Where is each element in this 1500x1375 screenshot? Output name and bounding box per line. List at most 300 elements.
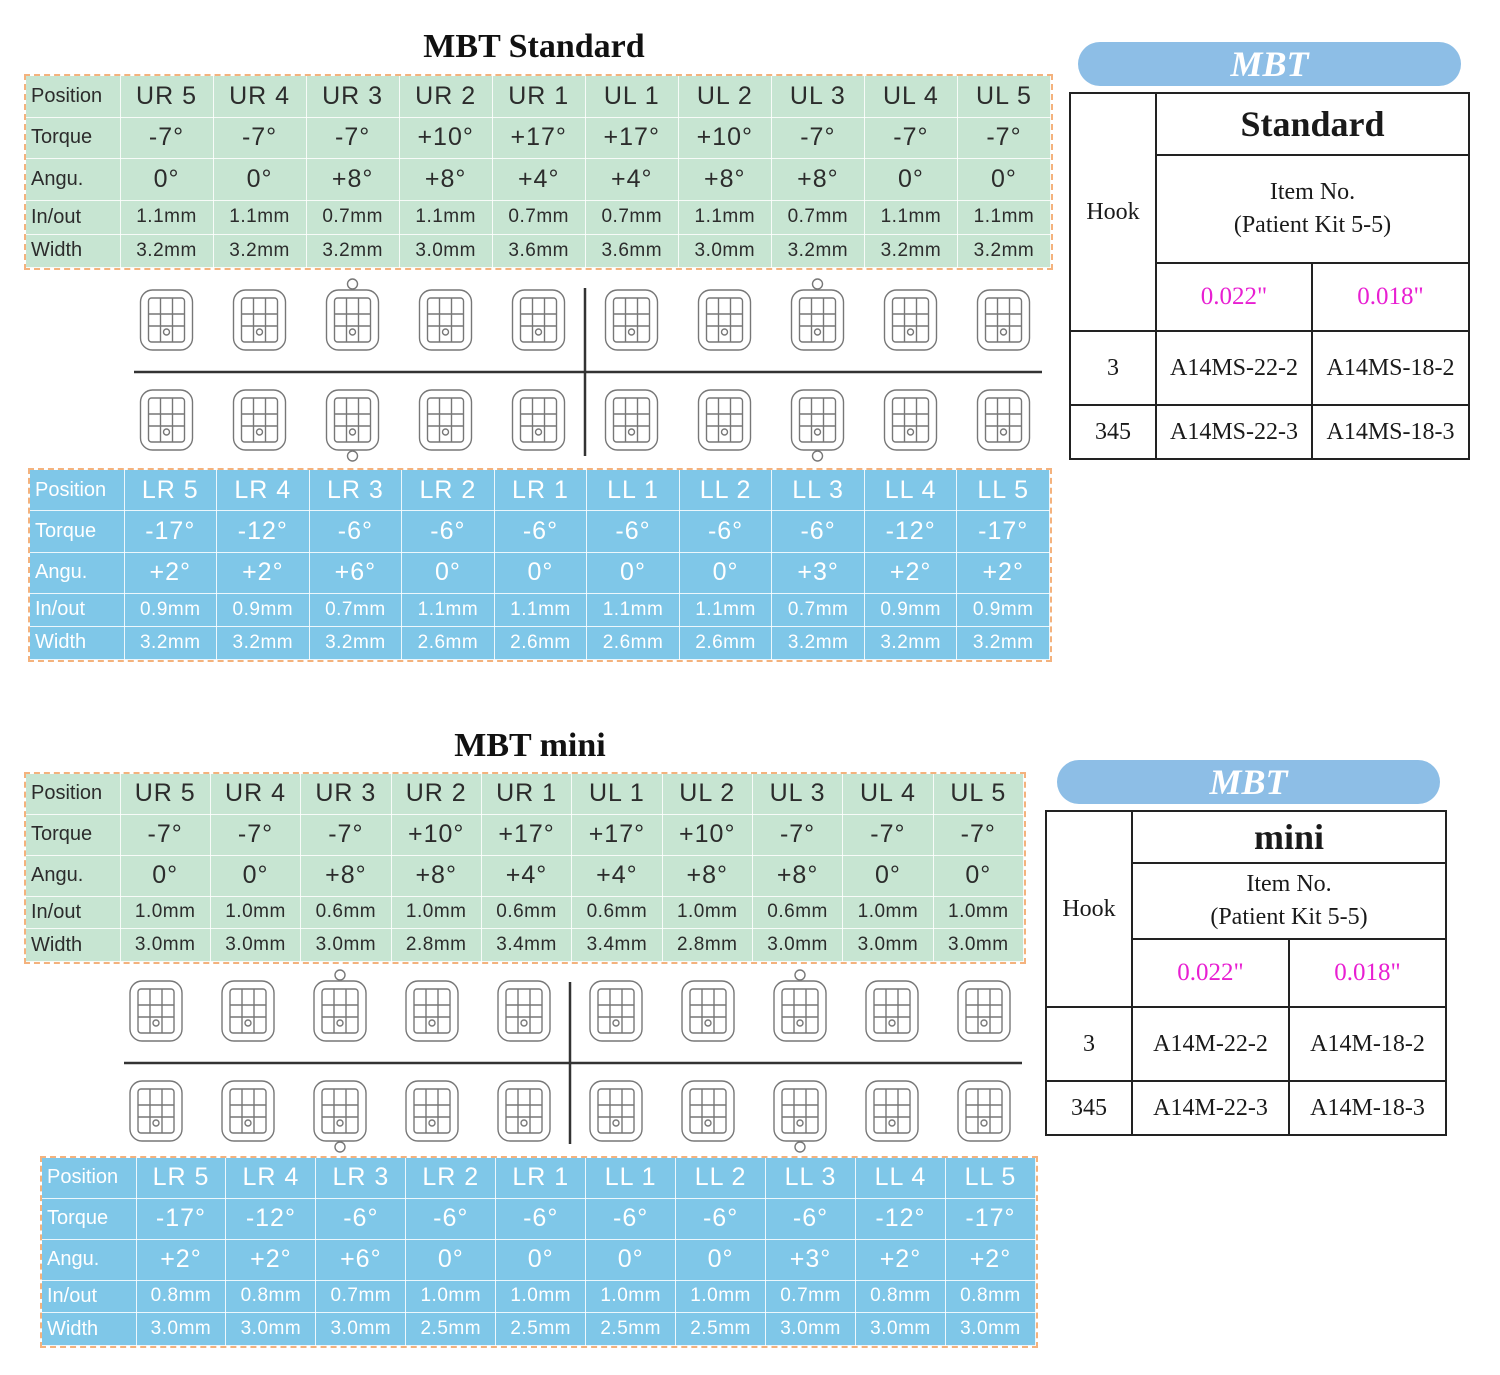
position-cell: UR 1: [492, 76, 585, 117]
size-022-header: 0.022": [1132, 939, 1289, 1007]
width-cell: 3.6mm: [585, 234, 678, 267]
row-label: Position: [30, 470, 124, 511]
bracket-icon: [222, 1081, 274, 1141]
width-cell: 3.2mm: [120, 234, 213, 267]
angulation-cell: 0°: [843, 855, 933, 896]
angulation-cell: +2°: [945, 1239, 1035, 1280]
width-cell: 3.0mm: [843, 929, 933, 962]
angulation-cell: +2°: [226, 1239, 316, 1280]
torque-cell: -7°: [752, 814, 842, 855]
bracket-with-hook-icon: [774, 1081, 826, 1152]
width-cell: 3.2mm: [217, 626, 310, 659]
position-row: [26, 76, 1051, 117]
inout-cell: 1.0mm: [391, 896, 481, 929]
position-cell: LR 2: [402, 470, 495, 511]
position-cell: UL 2: [678, 76, 771, 117]
bracket-icon: [406, 981, 458, 1041]
width-cell: 2.5mm: [406, 1313, 496, 1346]
bracket-icon: [978, 390, 1030, 450]
angulation-cell: 0°: [864, 159, 957, 201]
position-cell: LL 2: [676, 1158, 766, 1198]
angulation-cell: 0°: [120, 855, 210, 896]
inout-cell: 0.7mm: [316, 1280, 406, 1313]
angulation-cell: 0°: [406, 1239, 496, 1280]
width-cell: 3.2mm: [864, 234, 957, 267]
inout-cell: 0.8mm: [856, 1280, 946, 1313]
position-cell: LL 3: [766, 1158, 856, 1198]
bracket-icon: [420, 390, 472, 450]
bracket-icon: [958, 1081, 1010, 1141]
position-cell: UR 3: [301, 774, 391, 814]
position-cell: UR 4: [210, 774, 300, 814]
angulation-cell: +4°: [481, 855, 571, 896]
row-label: Position: [26, 774, 120, 814]
bracket-icon: [130, 981, 182, 1041]
angulation-cell: +6°: [309, 552, 402, 593]
inout-cell: 1.0mm: [496, 1280, 586, 1313]
bracket-with-hook-icon: [792, 390, 844, 461]
item-no-header: [1156, 155, 1469, 263]
position-cell: LL 4: [864, 470, 957, 511]
row-label: Width: [30, 626, 124, 659]
torque-cell: -6°: [406, 1198, 496, 1239]
torque-cell: -6°: [679, 511, 772, 552]
angulation-cell: +4°: [572, 855, 662, 896]
angulation-cell: 0°: [587, 552, 680, 593]
torque-cell: -6°: [402, 511, 495, 552]
position-cell: LR 5: [124, 470, 217, 511]
angulation-cell: +8°: [771, 159, 864, 201]
width-cell: 3.0mm: [210, 929, 300, 962]
row-label: Width: [42, 1313, 136, 1346]
torque-cell: -6°: [496, 1198, 586, 1239]
inout-cell: 1.0mm: [843, 896, 933, 929]
inout-cell: 1.0mm: [406, 1280, 496, 1313]
inout-cell: 0.7mm: [772, 593, 865, 626]
inout-cell: 1.1mm: [678, 201, 771, 234]
inout-cell: 1.1mm: [864, 201, 957, 234]
mini-upper-spec-table: [26, 774, 1024, 962]
bracket-icon: [682, 1081, 734, 1141]
angulation-cell: +4°: [492, 159, 585, 201]
row-label: Torque: [26, 814, 120, 855]
torque-cell: -6°: [586, 1198, 676, 1239]
torque-cell: +10°: [662, 814, 752, 855]
bracket-icon: [978, 290, 1030, 350]
inout-cell: 0.7mm: [309, 593, 402, 626]
row-label: In/out: [42, 1280, 136, 1313]
hook-header: Hook: [1046, 811, 1132, 1007]
bracket-icon: [234, 290, 286, 350]
torque-cell: -17°: [124, 511, 217, 552]
width-row: [26, 929, 1024, 962]
position-cell: UL 1: [572, 774, 662, 814]
torque-cell: -7°: [210, 814, 300, 855]
width-cell: 3.0mm: [316, 1313, 406, 1346]
width-cell: 3.0mm: [752, 929, 842, 962]
torque-cell: -6°: [766, 1198, 856, 1239]
angulation-cell: 0°: [933, 855, 1023, 896]
bracket-with-hook-icon: [327, 279, 379, 350]
bracket-icon: [513, 290, 565, 350]
width-cell: 3.6mm: [492, 234, 585, 267]
inout-cell: 0.8mm: [136, 1280, 226, 1313]
width-cell: 3.0mm: [766, 1313, 856, 1346]
inout-cell: 0.6mm: [752, 896, 842, 929]
bracket-with-hook-icon: [327, 390, 379, 461]
inout-cell: 1.1mm: [399, 201, 492, 234]
mini-lower-spec-table: [42, 1158, 1036, 1346]
angulation-row: [26, 855, 1024, 896]
width-cell: 3.2mm: [124, 626, 217, 659]
inout-cell: 1.0mm: [662, 896, 752, 929]
angulation-cell: +8°: [391, 855, 481, 896]
torque-cell: -7°: [306, 117, 399, 159]
hook-value: 345: [1046, 1081, 1132, 1135]
angulation-cell: +8°: [752, 855, 842, 896]
angulation-cell: +2°: [957, 552, 1050, 593]
row-label: In/out: [26, 896, 120, 929]
width-cell: 3.2mm: [772, 626, 865, 659]
mini-item-table: [1045, 810, 1447, 1136]
position-cell: UL 3: [771, 76, 864, 117]
position-cell: UL 4: [843, 774, 933, 814]
inout-cell: 0.7mm: [492, 201, 585, 234]
position-cell: UL 3: [752, 774, 842, 814]
item-row: [1046, 1081, 1446, 1135]
position-cell: UR 2: [399, 76, 492, 117]
width-cell: 2.6mm: [494, 626, 587, 659]
size-018-header: 0.018": [1289, 939, 1446, 1007]
row-label: Torque: [30, 511, 124, 552]
position-row: [42, 1158, 1036, 1198]
inout-row: [42, 1280, 1036, 1313]
bracket-icon: [498, 981, 550, 1041]
width-cell: 3.2mm: [864, 626, 957, 659]
torque-cell: +17°: [572, 814, 662, 855]
angulation-cell: 0°: [679, 552, 772, 593]
position-cell: UR 5: [120, 774, 210, 814]
position-row: [30, 470, 1050, 511]
item-022: A14MS-22-3: [1156, 405, 1312, 459]
angulation-cell: +2°: [864, 552, 957, 593]
inout-cell: 1.0mm: [586, 1280, 676, 1313]
position-cell: UL 4: [864, 76, 957, 117]
position-cell: LR 3: [309, 470, 402, 511]
row-label: Position: [26, 76, 120, 117]
position-cell: LL 5: [957, 470, 1050, 511]
bracket-with-hook-icon: [314, 1081, 366, 1152]
torque-cell: -7°: [120, 814, 210, 855]
position-cell: UL 1: [585, 76, 678, 117]
torque-row: [26, 117, 1051, 159]
angulation-cell: +8°: [306, 159, 399, 201]
position-cell: LL 2: [679, 470, 772, 511]
width-cell: 3.0mm: [933, 929, 1023, 962]
item-022: A14M-22-3: [1132, 1081, 1289, 1135]
inout-cell: 1.1mm: [679, 593, 772, 626]
torque-row: [30, 511, 1050, 552]
bracket-icon: [513, 390, 565, 450]
angulation-cell: +8°: [678, 159, 771, 201]
width-cell: 3.0mm: [226, 1313, 316, 1346]
width-cell: 3.4mm: [572, 929, 662, 962]
item-022: A14MS-22-2: [1156, 331, 1312, 405]
inout-cell: 1.0mm: [120, 896, 210, 929]
width-cell: 2.6mm: [402, 626, 495, 659]
inout-cell: 0.9mm: [957, 593, 1050, 626]
torque-cell: +10°: [391, 814, 481, 855]
position-cell: LR 1: [494, 470, 587, 511]
position-cell: LR 2: [406, 1158, 496, 1198]
torque-cell: -7°: [864, 117, 957, 159]
bracket-icon: [590, 981, 642, 1041]
item-no-header: [1132, 863, 1446, 939]
torque-cell: -12°: [226, 1198, 316, 1239]
bracket-icon: [606, 390, 658, 450]
angulation-cell: +2°: [217, 552, 310, 593]
item-022: A14M-22-2: [1132, 1007, 1289, 1081]
torque-cell: -7°: [120, 117, 213, 159]
torque-cell: -12°: [856, 1198, 946, 1239]
position-cell: LL 1: [586, 1158, 676, 1198]
standard-bracket-diagram: [120, 270, 1050, 470]
torque-cell: +17°: [585, 117, 678, 159]
row-label: Angu.: [42, 1239, 136, 1280]
width-cell: 2.5mm: [586, 1313, 676, 1346]
bracket-icon: [130, 1081, 182, 1141]
mini-bracket-diagram: [110, 964, 1030, 1158]
width-cell: 3.2mm: [957, 234, 1050, 267]
torque-cell: -7°: [771, 117, 864, 159]
mini-brand-pill: MBT: [1057, 760, 1440, 804]
torque-cell: +10°: [399, 117, 492, 159]
position-cell: UR 1: [481, 774, 571, 814]
width-cell: 3.0mm: [856, 1313, 946, 1346]
angulation-cell: +2°: [856, 1239, 946, 1280]
item-no-label: Item No.: [1246, 871, 1332, 897]
hook-value: 3: [1046, 1007, 1132, 1081]
angulation-cell: +6°: [316, 1239, 406, 1280]
position-cell: UL 2: [662, 774, 752, 814]
torque-cell: -7°: [843, 814, 933, 855]
width-cell: 3.0mm: [678, 234, 771, 267]
torque-row: [26, 814, 1024, 855]
inout-cell: 1.1mm: [213, 201, 306, 234]
torque-cell: -7°: [933, 814, 1023, 855]
mini-title: MBT mini: [454, 727, 606, 764]
size-022-header: 0.022": [1156, 263, 1312, 331]
width-cell: 3.0mm: [136, 1313, 226, 1346]
width-cell: 2.5mm: [676, 1313, 766, 1346]
bracket-icon: [590, 1081, 642, 1141]
inout-cell: 1.1mm: [402, 593, 495, 626]
inout-cell: 0.7mm: [771, 201, 864, 234]
bracket-icon: [406, 1081, 458, 1141]
angulation-cell: 0°: [676, 1239, 766, 1280]
width-cell: 3.2mm: [213, 234, 306, 267]
position-cell: LR 1: [496, 1158, 586, 1198]
inout-cell: 0.7mm: [766, 1280, 856, 1313]
width-cell: 3.2mm: [306, 234, 399, 267]
bracket-icon: [699, 290, 751, 350]
width-row: [30, 626, 1050, 659]
angulation-row: [30, 552, 1050, 593]
bracket-icon: [866, 1081, 918, 1141]
position-row: [26, 774, 1024, 814]
torque-cell: -6°: [316, 1198, 406, 1239]
width-cell: 3.2mm: [771, 234, 864, 267]
item-no-label: Item No.: [1269, 179, 1356, 205]
inout-cell: 0.6mm: [301, 896, 391, 929]
patient-kit-label: (Patient Kit 5-5): [1210, 904, 1368, 930]
bracket-icon: [498, 1081, 550, 1141]
bracket-with-hook-icon: [792, 279, 844, 350]
item-row: [1046, 1007, 1446, 1081]
position-cell: LR 4: [226, 1158, 316, 1198]
width-row: [42, 1313, 1036, 1346]
inout-cell: 1.0mm: [933, 896, 1023, 929]
position-cell: UR 5: [120, 76, 213, 117]
position-cell: UR 3: [306, 76, 399, 117]
angulation-cell: +8°: [399, 159, 492, 201]
row-label: Torque: [42, 1198, 136, 1239]
inout-cell: 1.1mm: [587, 593, 680, 626]
position-cell: UR 4: [213, 76, 306, 117]
bracket-icon: [682, 981, 734, 1041]
hook-value: 345: [1070, 405, 1156, 459]
bracket-icon: [606, 290, 658, 350]
torque-cell: -6°: [772, 511, 865, 552]
position-cell: LL 5: [945, 1158, 1035, 1198]
position-cell: LR 5: [136, 1158, 226, 1198]
position-cell: LL 3: [772, 470, 865, 511]
row-label: In/out: [26, 201, 120, 234]
standard-lower-spec-table: [30, 470, 1050, 660]
hook-value: 3: [1070, 331, 1156, 405]
torque-cell: +17°: [481, 814, 571, 855]
torque-cell: -17°: [136, 1198, 226, 1239]
torque-cell: -17°: [957, 511, 1050, 552]
inout-row: [30, 593, 1050, 626]
width-cell: 3.4mm: [481, 929, 571, 962]
standard-brand-pill: MBT: [1078, 42, 1461, 86]
angulation-cell: 0°: [210, 855, 300, 896]
bracket-with-hook-icon: [314, 970, 366, 1041]
torque-cell: -12°: [864, 511, 957, 552]
torque-cell: -7°: [213, 117, 306, 159]
angulation-cell: +8°: [662, 855, 752, 896]
width-cell: 3.0mm: [945, 1313, 1035, 1346]
row-label: Angu.: [26, 159, 120, 201]
bracket-icon: [234, 390, 286, 450]
width-cell: 3.2mm: [309, 626, 402, 659]
torque-cell: -7°: [957, 117, 1050, 159]
torque-cell: -6°: [494, 511, 587, 552]
inout-cell: 0.9mm: [864, 593, 957, 626]
width-cell: 2.5mm: [496, 1313, 586, 1346]
position-cell: UL 5: [957, 76, 1050, 117]
patient-kit-label: (Patient Kit 5-5): [1233, 212, 1392, 238]
bracket-icon: [141, 290, 193, 350]
angulation-cell: 0°: [402, 552, 495, 593]
row-label: Width: [26, 929, 120, 962]
torque-cell: +17°: [492, 117, 585, 159]
position-cell: LR 3: [316, 1158, 406, 1198]
hook-header: Hook: [1070, 93, 1156, 331]
inout-row: [26, 201, 1051, 234]
width-cell: 2.6mm: [587, 626, 680, 659]
inout-cell: 1.1mm: [957, 201, 1050, 234]
bracket-icon: [885, 390, 937, 450]
angulation-cell: +3°: [766, 1239, 856, 1280]
inout-cell: 0.9mm: [217, 593, 310, 626]
row-label: Angu.: [26, 855, 120, 896]
inout-cell: 1.1mm: [494, 593, 587, 626]
width-cell: 3.0mm: [301, 929, 391, 962]
bracket-icon: [885, 290, 937, 350]
width-cell: 3.0mm: [399, 234, 492, 267]
bracket-with-hook-icon: [774, 970, 826, 1041]
torque-row: [42, 1198, 1036, 1239]
torque-cell: -6°: [309, 511, 402, 552]
standard-title: MBT Standard: [423, 28, 645, 65]
item-018: A14M-18-2: [1289, 1007, 1446, 1081]
bracket-icon: [141, 390, 193, 450]
bracket-icon: [420, 290, 472, 350]
width-row: [26, 234, 1051, 267]
angulation-cell: 0°: [120, 159, 213, 201]
angulation-cell: 0°: [496, 1239, 586, 1280]
torque-cell: -6°: [587, 511, 680, 552]
inout-cell: 0.9mm: [124, 593, 217, 626]
angulation-cell: +2°: [124, 552, 217, 593]
item-row: [1070, 331, 1469, 405]
row-label: In/out: [30, 593, 124, 626]
row-label: Width: [26, 234, 120, 267]
torque-cell: -12°: [217, 511, 310, 552]
standard-upper-spec-table: [26, 76, 1051, 268]
width-cell: 2.8mm: [391, 929, 481, 962]
item-018: A14MS-18-2: [1312, 331, 1469, 405]
angulation-cell: +2°: [136, 1239, 226, 1280]
bracket-icon: [222, 981, 274, 1041]
angulation-cell: 0°: [494, 552, 587, 593]
inout-cell: 0.6mm: [481, 896, 571, 929]
inout-cell: 0.6mm: [572, 896, 662, 929]
position-cell: LL 1: [587, 470, 680, 511]
inout-cell: 0.7mm: [585, 201, 678, 234]
torque-cell: +10°: [678, 117, 771, 159]
width-cell: 2.8mm: [662, 929, 752, 962]
bracket-icon: [958, 981, 1010, 1041]
bracket-icon: [699, 390, 751, 450]
torque-cell: -17°: [945, 1198, 1035, 1239]
angulation-cell: +8°: [301, 855, 391, 896]
inout-cell: 1.0mm: [210, 896, 300, 929]
angulation-cell: +4°: [585, 159, 678, 201]
size-018-header: 0.018": [1312, 263, 1469, 331]
width-cell: 2.6mm: [679, 626, 772, 659]
torque-cell: -7°: [301, 814, 391, 855]
width-cell: 3.2mm: [957, 626, 1050, 659]
row-label: Angu.: [30, 552, 124, 593]
torque-cell: -6°: [676, 1198, 766, 1239]
variant-header: Standard: [1156, 93, 1469, 155]
item-row: [1070, 405, 1469, 459]
angulation-cell: 0°: [957, 159, 1050, 201]
inout-cell: 1.0mm: [676, 1280, 766, 1313]
